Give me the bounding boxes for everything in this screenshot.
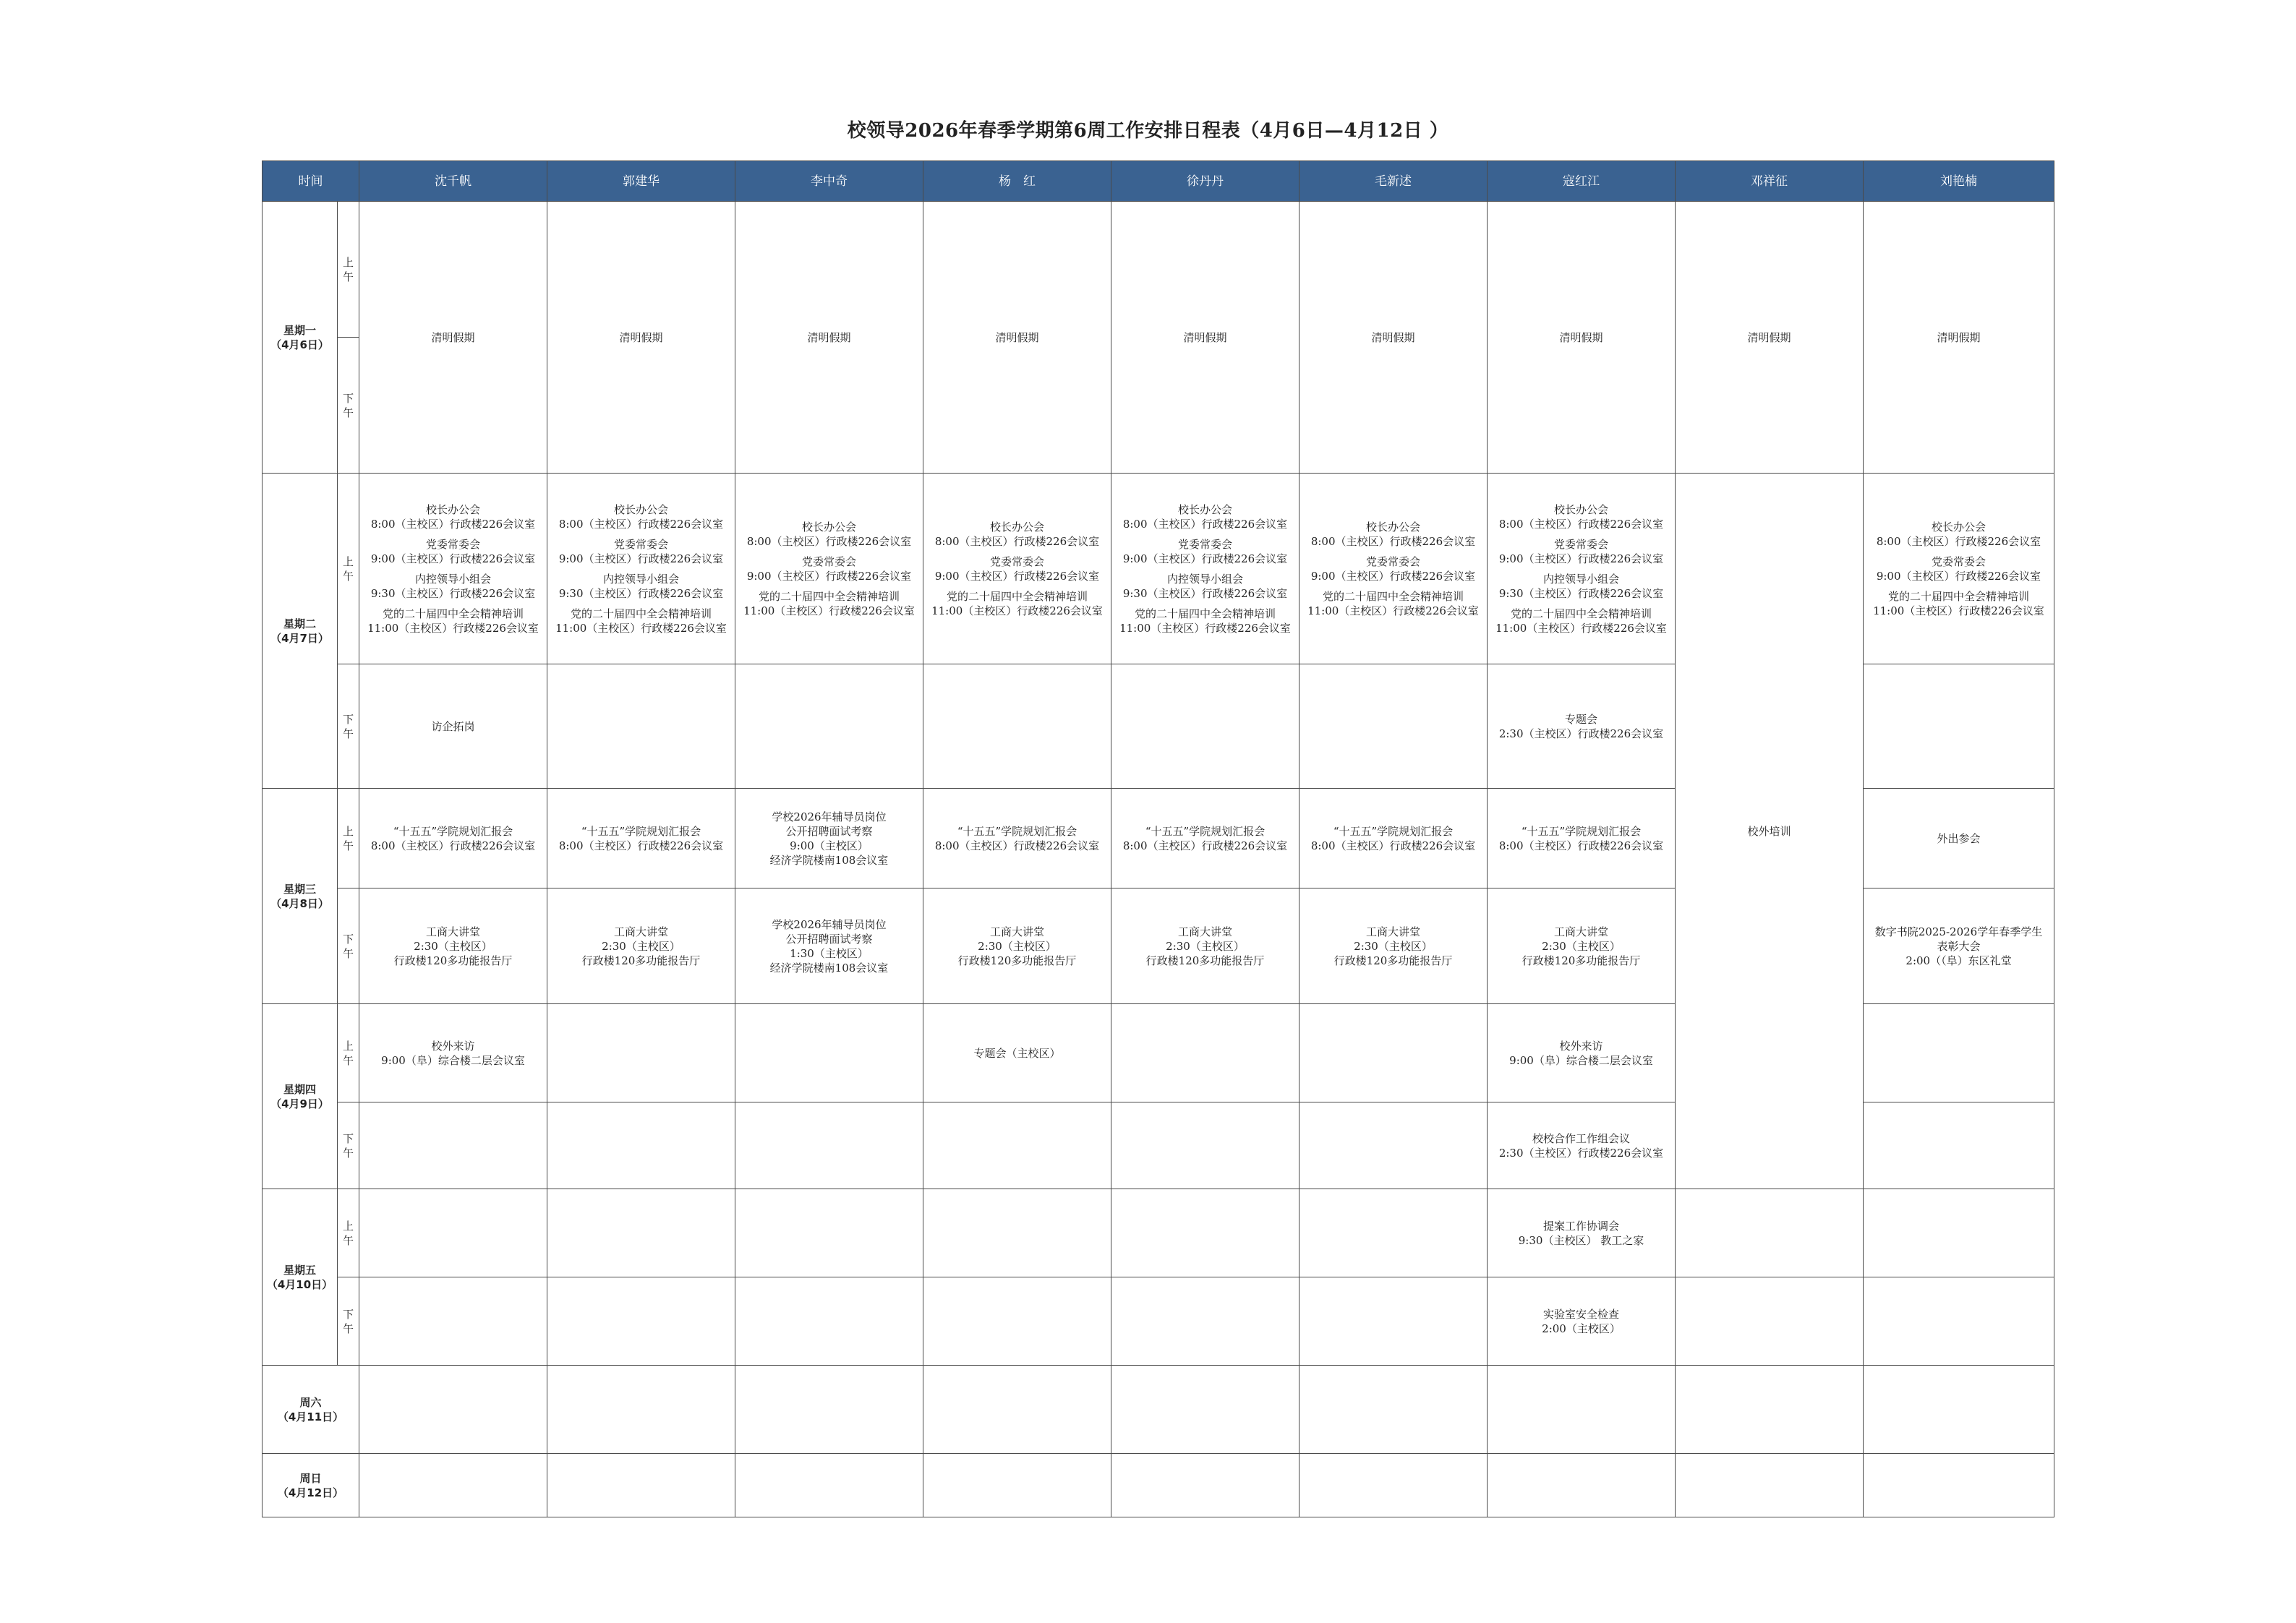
- header-leader: 刘艳楠: [1864, 161, 2054, 202]
- half-label-am: 上 午: [338, 1189, 359, 1277]
- half-label-am: 上 午: [338, 789, 359, 888]
- row-sun: [263, 1454, 2054, 1517]
- event-cell: [1299, 202, 1488, 474]
- event: 党的二十届四中全会精神培训 11:00（主校区）行政楼226会议室: [1119, 607, 1291, 635]
- event: 学校2026年辅导员岗位 公开招聘面试考察 9:00（主校区） 经济学院楼南108会议室: [769, 810, 889, 867]
- header-leader: 杨 红: [923, 161, 1111, 202]
- event: 校外来访 9:00（阜）综合楼二层会议室: [1509, 1039, 1653, 1067]
- event-cell: [735, 664, 923, 789]
- event: 专题会 2:30（主校区）行政楼226会议室: [1498, 712, 1664, 740]
- event-cell: [1299, 1277, 1488, 1366]
- event-cell: [547, 1102, 735, 1189]
- event-cell: [923, 1454, 1111, 1517]
- event-cell: [547, 1004, 735, 1102]
- half-label-am: 上 午: [338, 474, 359, 664]
- event-cell: [547, 202, 735, 474]
- event-cell: [359, 664, 547, 789]
- event: “十五五”学院规划汇报会 8:00（主校区）行政楼226会议室: [1122, 824, 1288, 852]
- event: 党的二十届四中全会精神培训 11:00（主校区）行政楼226会议室: [1495, 607, 1667, 635]
- event-cell: [1111, 664, 1299, 789]
- event-text: 清明假期: [1559, 330, 1603, 344]
- event-cell: [923, 1366, 1111, 1454]
- event: 校长办公会 8:00（主校区）行政楼226会议室: [746, 520, 912, 548]
- event-cell: [547, 474, 735, 664]
- event: 学校2026年辅导员岗位 公开招聘面试考察 1:30（主校区） 经济学院楼南108会议室: [769, 917, 889, 975]
- event-cell: [359, 1277, 547, 1366]
- header-leader: 郭建华: [547, 161, 735, 202]
- event-cell: [359, 202, 547, 474]
- event: 内控领导小组会 9:30（主校区）行政楼226会议室: [370, 572, 536, 600]
- event-cell: [1864, 1366, 2054, 1454]
- header-leader: 沈千帆: [359, 161, 547, 202]
- event-cell: [1676, 1277, 1864, 1366]
- event-cell: [1864, 789, 2054, 888]
- event-cell: [1111, 474, 1299, 664]
- event-cell: [1299, 474, 1488, 664]
- event-cell: [547, 1366, 735, 1454]
- event-cell: [923, 474, 1111, 664]
- day-label-wed: 星期三 （4月8日）: [263, 789, 338, 1004]
- event: 内控领导小组会 9:30（主校区）行政楼226会议室: [1498, 572, 1664, 600]
- event: 党委常委会 9:00（主校区）行政楼226会议室: [934, 554, 1100, 583]
- header-leader: 毛新述: [1299, 161, 1488, 202]
- half-label-am: 上 午: [338, 1004, 359, 1102]
- event-cell: [1299, 1102, 1488, 1189]
- event-cell: [1676, 1366, 1864, 1454]
- event-cell: [1676, 202, 1864, 474]
- event-cell: [1299, 664, 1488, 789]
- event-text: 校外培训: [1747, 824, 1791, 838]
- event-cell: [547, 1277, 735, 1366]
- event-cell: [359, 888, 547, 1004]
- event: 党的二十届四中全会精神培训 11:00（主校区）行政楼226会议室: [367, 607, 539, 635]
- event: 校外来访 9:00（阜）综合楼二层会议室: [381, 1039, 525, 1067]
- event-cell: [735, 474, 923, 664]
- event-cell: [1864, 1102, 2054, 1189]
- event-cell: [1864, 1454, 2054, 1517]
- day-label-fri: 星期五 （4月10日）: [263, 1189, 338, 1366]
- half-label-pm: 下 午: [338, 1102, 359, 1189]
- event: 实验室安全检查 2:00（主校区）: [1542, 1307, 1621, 1335]
- event-cell: [1488, 789, 1676, 888]
- event-cell: [1299, 888, 1488, 1004]
- event-cell: [1676, 474, 1864, 1189]
- event-cell: [1299, 1366, 1488, 1454]
- event-cell: [735, 1189, 923, 1277]
- half-label-pm: 下 午: [338, 888, 359, 1004]
- event-cell: [1111, 1102, 1299, 1189]
- header-leader: 寇红江: [1488, 161, 1676, 202]
- day-label-mon: 星期一 （4月6日）: [263, 202, 338, 474]
- event-cell: [1488, 664, 1676, 789]
- event-cell: [1111, 1454, 1299, 1517]
- event-cell: [547, 789, 735, 888]
- event: 校长办公会 8:00（主校区）行政楼226会议室: [1122, 502, 1288, 531]
- event-cell: [1299, 1189, 1488, 1277]
- event-cell: [1111, 789, 1299, 888]
- event-text: 清明假期: [807, 330, 851, 344]
- event-cell: [1488, 1102, 1676, 1189]
- event: “十五五”学院规划汇报会 8:00（主校区）行政楼226会议室: [370, 824, 536, 852]
- event-cell: [923, 664, 1111, 789]
- event-text: 清明假期: [1937, 330, 1981, 344]
- row-sat: [263, 1366, 2054, 1454]
- event-cell: [1111, 1004, 1299, 1102]
- event: 党的二十届四中全会精神培训 11:00（主校区）行政楼226会议室: [743, 589, 915, 617]
- event-text: 清明假期: [1747, 330, 1791, 344]
- event-cell: [1299, 789, 1488, 888]
- header-row: [263, 161, 2054, 202]
- row-mon-am: [263, 202, 2054, 338]
- event-cell: [735, 1102, 923, 1189]
- event: 党委常委会 9:00（主校区）行政楼226会议室: [1498, 537, 1664, 565]
- event-cell: [735, 789, 923, 888]
- half-label-pm: 下 午: [338, 664, 359, 789]
- event: “十五五”学院规划汇报会 8:00（主校区）行政楼226会议室: [1310, 824, 1476, 852]
- event-cell: [735, 888, 923, 1004]
- event: 工商大讲堂 2:30（主校区） 行政楼120多功能报告厅: [1145, 925, 1265, 967]
- event-text: 外出参会: [1937, 831, 1981, 845]
- event: 党委常委会 9:00（主校区）行政楼226会议室: [746, 554, 912, 583]
- event-cell: [547, 664, 735, 789]
- event: 工商大讲堂 2:30（主校区） 行政楼120多功能报告厅: [393, 925, 513, 967]
- event-cell: [359, 1366, 547, 1454]
- row-tue-am: [263, 474, 2054, 664]
- day-label-tue: 星期二 （4月7日）: [263, 474, 338, 789]
- event-cell: [1864, 888, 2054, 1004]
- event-cell: [359, 1004, 547, 1102]
- event-cell: [547, 888, 735, 1004]
- event: 校长办公会 8:00（主校区）行政楼226会议室: [1498, 502, 1664, 531]
- event: 数字书院2025-2026学年春季学生 表彰大会 2:00（（阜）东区礼堂: [1874, 925, 2043, 967]
- event-cell: [1864, 474, 2054, 664]
- event-cell: [1111, 202, 1299, 474]
- event: 校长办公会 8:00（主校区）行政楼226会议室: [934, 520, 1100, 548]
- event: 校长办公会 8:00（主校区）行政楼226会议室: [558, 502, 724, 531]
- event-cell: [1488, 1277, 1676, 1366]
- row-fri-pm: [263, 1277, 2054, 1366]
- event: 党的二十届四中全会精神培训 11:00（主校区）行政楼226会议室: [555, 607, 727, 635]
- event-cell: [1864, 664, 2054, 789]
- header-time: 时间: [263, 161, 359, 202]
- event: 工商大讲堂 2:30（主校区） 行政楼120多功能报告厅: [1522, 925, 1641, 967]
- event-cell: [735, 202, 923, 474]
- event-cell: [923, 202, 1111, 474]
- day-label-sat: 周六 （4月11日）: [263, 1366, 359, 1454]
- event-cell: [735, 1366, 923, 1454]
- event-cell: [1488, 474, 1676, 664]
- event: 党的二十届四中全会精神培训 11:00（主校区）行政楼226会议室: [931, 589, 1103, 617]
- event-cell: [1299, 1004, 1488, 1102]
- event: 校校合作工作组会议 2:30（主校区）行政楼226会议室: [1498, 1131, 1664, 1160]
- half-label-am: 上 午: [338, 202, 359, 338]
- event-cell: [923, 888, 1111, 1004]
- event-cell: [1488, 202, 1676, 474]
- schedule-table: [262, 160, 2054, 1517]
- event-cell: [1488, 1366, 1676, 1454]
- half-label-pm: 下 午: [338, 1277, 359, 1366]
- event-cell: [1299, 1454, 1488, 1517]
- event-cell: [923, 1004, 1111, 1102]
- event-cell: [1111, 1277, 1299, 1366]
- event-cell: [1111, 888, 1299, 1004]
- event: 内控领导小组会 9:30（主校区）行政楼226会议室: [558, 572, 724, 600]
- page-title: 校领导2026年春季学期第6周工作安排日程表（4月6日—4月12日 ）: [847, 120, 1449, 142]
- event-cell: [923, 1277, 1111, 1366]
- event-cell: [923, 789, 1111, 888]
- event: 党委常委会 9:00（主校区）行政楼226会议室: [1122, 537, 1288, 565]
- event-text: 专题会（主校区）: [973, 1046, 1061, 1060]
- event-cell: [1864, 1004, 2054, 1102]
- header-leader: 李中奇: [735, 161, 923, 202]
- day-label-thu: 星期四 （4月9日）: [263, 1004, 338, 1189]
- row-fri-am: [263, 1189, 2054, 1277]
- event: 党委常委会 9:00（主校区）行政楼226会议室: [1310, 554, 1476, 583]
- event: 党委常委会 9:00（主校区）行政楼226会议室: [558, 537, 724, 565]
- event-cell: [1111, 1189, 1299, 1277]
- event-cell: [547, 1454, 735, 1517]
- event: 党委常委会 9:00（主校区）行政楼226会议室: [370, 537, 536, 565]
- event-cell: [1488, 1004, 1676, 1102]
- event-cell: [1488, 888, 1676, 1004]
- event: 内控领导小组会 9:30（主校区）行政楼226会议室: [1122, 572, 1288, 600]
- header-leader: 徐丹丹: [1111, 161, 1299, 202]
- event-cell: [359, 474, 547, 664]
- event-text: 清明假期: [995, 330, 1039, 344]
- event: 工商大讲堂 2:30（主校区） 行政楼120多功能报告厅: [957, 925, 1077, 967]
- event: 党委常委会 9:00（主校区）行政楼226会议室: [1876, 554, 2041, 583]
- event-text: 清明假期: [431, 330, 475, 344]
- event-cell: [1864, 202, 2054, 474]
- event-cell: [359, 789, 547, 888]
- event-text: 访企拓岗: [431, 719, 475, 733]
- header-leader: 邓祥征: [1676, 161, 1864, 202]
- event-cell: [1111, 1366, 1299, 1454]
- event: 校长办公会 8:00（主校区）行政楼226会议室: [1310, 520, 1476, 548]
- event: “十五五”学院规划汇报会 8:00（主校区）行政楼226会议室: [934, 824, 1100, 852]
- event: “十五五”学院规划汇报会 8:00（主校区）行政楼226会议室: [1498, 824, 1664, 852]
- event: 党的二十届四中全会精神培训 11:00（主校区）行政楼226会议室: [1873, 589, 2044, 617]
- event-cell: [923, 1102, 1111, 1189]
- event-cell: [359, 1102, 547, 1189]
- event-cell: [359, 1189, 547, 1277]
- event-cell: [1488, 1454, 1676, 1517]
- half-label-pm: 下 午: [338, 338, 359, 474]
- event-cell: [1676, 1189, 1864, 1277]
- event-text: 清明假期: [619, 330, 663, 344]
- event-cell: [735, 1277, 923, 1366]
- event-cell: [1864, 1189, 2054, 1277]
- event-cell: [735, 1004, 923, 1102]
- event-cell: [1488, 1189, 1676, 1277]
- event-text: 清明假期: [1371, 330, 1415, 344]
- day-label-sun: 周日 （4月12日）: [263, 1454, 359, 1517]
- event: 提案工作协调会 9:30（主校区） 教工之家: [1518, 1219, 1644, 1247]
- event: 党的二十届四中全会精神培训 11:00（主校区）行政楼226会议室: [1307, 589, 1479, 617]
- event-cell: [1676, 1454, 1864, 1517]
- event: “十五五”学院规划汇报会 8:00（主校区）行政楼226会议室: [558, 824, 724, 852]
- event-cell: [359, 1454, 547, 1517]
- event: 校长办公会 8:00（主校区）行政楼226会议室: [1876, 520, 2041, 548]
- event: 校长办公会 8:00（主校区）行政楼226会议室: [370, 502, 536, 531]
- event: 工商大讲堂 2:30（主校区） 行政楼120多功能报告厅: [1333, 925, 1453, 967]
- event-cell: [923, 1189, 1111, 1277]
- event-cell: [547, 1189, 735, 1277]
- event: 工商大讲堂 2:30（主校区） 行政楼120多功能报告厅: [581, 925, 701, 967]
- event-text: 清明假期: [1183, 330, 1227, 344]
- event-cell: [735, 1454, 923, 1517]
- event-cell: [1864, 1277, 2054, 1366]
